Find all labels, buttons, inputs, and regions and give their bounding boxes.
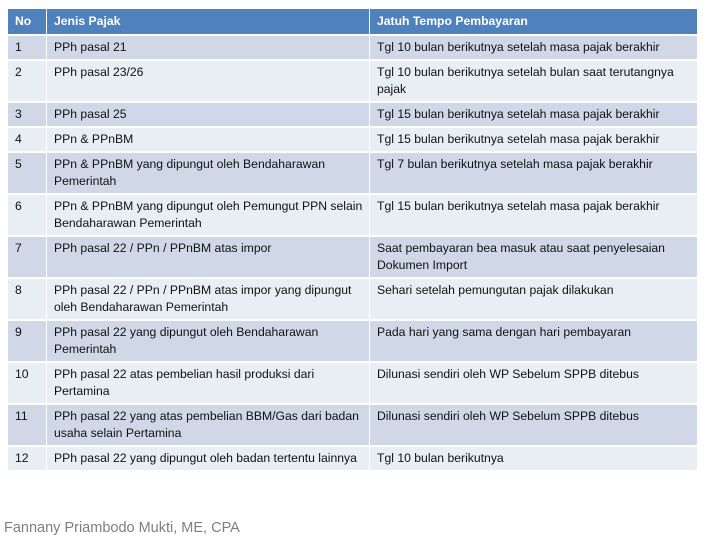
table-row (8, 278, 698, 320)
cell-jenis-pajak: PPh pasal 25 (47, 102, 370, 127)
cell-jenis-pajak: PPn & PPnBM yang dipungut oleh Bendaharawan Pemerintah (47, 152, 370, 194)
cell-no: 6 (8, 194, 47, 236)
cell-jenis-pajak: PPh pasal 21 (47, 35, 370, 60)
table-row (8, 236, 698, 278)
cell-jenis-pajak: PPh pasal 22 atas pembelian hasil produksi dari Pertamina (47, 362, 370, 404)
header-row (8, 9, 698, 36)
cell-no: 5 (8, 152, 47, 194)
cell-no: 4 (8, 127, 47, 152)
cell-jatuh-tempo: Tgl 7 bulan berikutnya setelah masa pajak berakhir (370, 152, 698, 194)
cell-jenis-pajak: PPh pasal 22 yang atas pembelian BBM/Gas dari badan usaha selain Pertamina (47, 404, 370, 446)
cell-no: 12 (8, 446, 47, 471)
table-row (8, 194, 698, 236)
cell-jatuh-tempo: Tgl 15 bulan berikutnya setelah masa pajak berakhir (370, 194, 698, 236)
header-jenis-pajak: Jenis Pajak (47, 9, 370, 36)
header-jatuh-tempo: Jatuh Tempo Pembayaran (370, 9, 698, 36)
cell-jatuh-tempo: Tgl 15 bulan berikutnya setelah masa pajak berakhir (370, 102, 698, 127)
cell-jenis-pajak: PPh pasal 22 yang dipungut oleh Bendaharawan Pemerintah (47, 320, 370, 362)
table-header (8, 9, 698, 36)
cell-jatuh-tempo: Tgl 10 bulan berikutnya setelah bulan saat terutangnya pajak (370, 60, 698, 102)
cell-jenis-pajak: PPn & PPnBM (47, 127, 370, 152)
header-no: No (8, 9, 47, 36)
cell-no: 8 (8, 278, 47, 320)
cell-jatuh-tempo: Dilunasi sendiri oleh WP Sebelum SPPB ditebus (370, 404, 698, 446)
table-row (8, 152, 698, 194)
table-row (8, 446, 698, 471)
cell-no: 1 (8, 35, 47, 60)
cell-no: 2 (8, 60, 47, 102)
cell-jenis-pajak: PPn & PPnBM yang dipungut oleh Pemungut PPN selain Bendaharawan Pemerintah (47, 194, 370, 236)
cell-jatuh-tempo: Dilunasi sendiri oleh WP Sebelum SPPB ditebus (370, 362, 698, 404)
table-row (8, 362, 698, 404)
cell-jenis-pajak: PPh pasal 22 / PPn / PPnBM atas impor (47, 236, 370, 278)
cell-jenis-pajak: PPh pasal 22 yang dipungut oleh badan tertentu lainnya (47, 446, 370, 471)
table-row (8, 404, 698, 446)
tax-due-date-table-wrapper (7, 8, 697, 471)
cell-jatuh-tempo: Tgl 15 bulan berikutnya setelah masa pajak berakhir (370, 127, 698, 152)
author-footer: Fannany Priambodo Mukti, ME, CPA (4, 520, 240, 536)
table-row (8, 35, 698, 60)
table-body (8, 35, 698, 471)
cell-jatuh-tempo: Tgl 10 bulan berikutnya setelah masa pajak berakhir (370, 35, 698, 60)
cell-jenis-pajak: PPh pasal 23/26 (47, 60, 370, 102)
table-row (8, 60, 698, 102)
cell-jatuh-tempo: Saat pembayaran bea masuk atau saat penyelesaian Dokumen Import (370, 236, 698, 278)
cell-jatuh-tempo: Sehari setelah pemungutan pajak dilakukan (370, 278, 698, 320)
cell-no: 9 (8, 320, 47, 362)
table-row (8, 102, 698, 127)
cell-no: 11 (8, 404, 47, 446)
cell-no: 3 (8, 102, 47, 127)
table-row (8, 320, 698, 362)
cell-no: 7 (8, 236, 47, 278)
cell-jatuh-tempo: Pada hari yang sama dengan hari pembayaran (370, 320, 698, 362)
cell-no: 10 (8, 362, 47, 404)
table-row (8, 127, 698, 152)
tax-due-date-table (7, 8, 698, 471)
cell-jatuh-tempo: Tgl 10 bulan berikutnya (370, 446, 698, 471)
cell-jenis-pajak: PPh pasal 22 / PPn / PPnBM atas impor yang dipungut oleh Bendaharawan Pemerintah (47, 278, 370, 320)
